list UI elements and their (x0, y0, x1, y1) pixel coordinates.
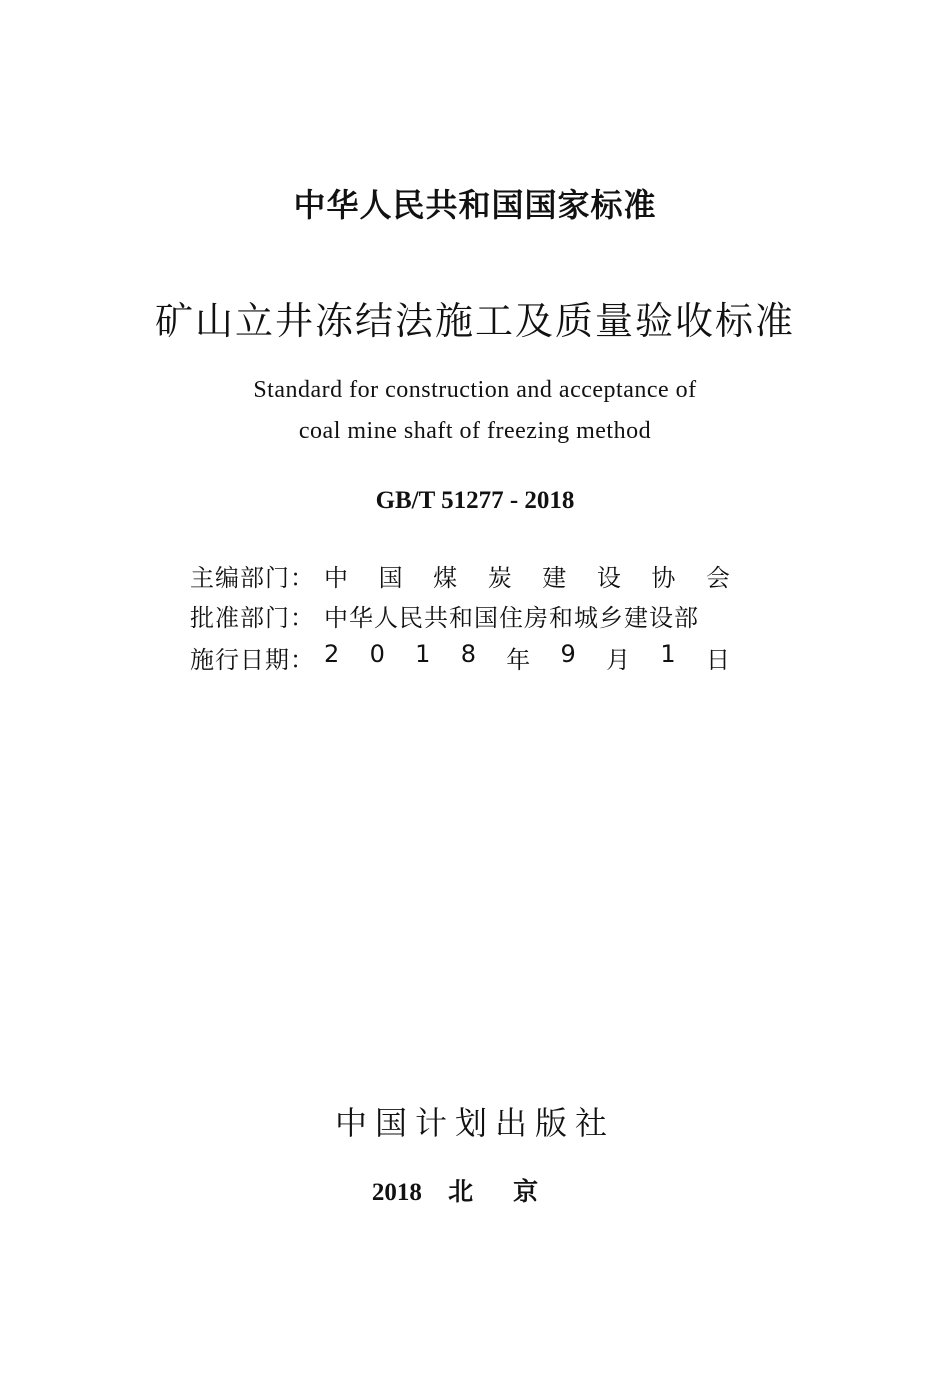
editor-value (324, 558, 730, 593)
editor-char: 建 (542, 564, 567, 592)
date-char: 1 (660, 640, 676, 668)
date-char: 9 (560, 640, 576, 668)
publication-year: 2018 (371, 1179, 422, 1206)
publication-place (0, 1172, 950, 1208)
editor-char: 煤 (433, 564, 458, 592)
chinese-title: 矿山立井冻结法施工及质量验收标准 (154, 299, 795, 343)
date-char: 日 (705, 646, 730, 674)
publication-city: 北京 (448, 1177, 579, 1206)
english-title-line-1: Standard for construction and acceptance of (253, 377, 697, 403)
date-char: 8 (460, 640, 476, 668)
date-char: 2 (324, 640, 340, 668)
english-title-line-2: coal mine shaft of freezing method (298, 418, 652, 444)
editor-row (190, 558, 730, 593)
approver-label: 批准部门： (190, 604, 315, 632)
date-char: 年 (506, 646, 531, 674)
editor-label: 主编部门： (190, 564, 315, 592)
editor-char: 会 (705, 564, 730, 592)
approver-value: 中华人民共和国住房和城乡建设部 (324, 604, 699, 632)
effective-date-row (190, 640, 730, 675)
standard-code: GB/T 51277 - 2018 (375, 487, 575, 514)
date-char: 0 (369, 640, 385, 668)
effective-date-value (324, 640, 730, 675)
editor-char: 设 (596, 564, 621, 592)
editor-char: 国 (378, 564, 403, 592)
national-standard-heading: 中华人民共和国国家标准 (293, 186, 657, 224)
effective-date-label: 施行日期： (190, 646, 315, 674)
date-char: 1 (415, 640, 431, 668)
editor-char: 协 (651, 564, 676, 592)
editor-char: 中 (324, 564, 348, 592)
publisher-name: 中国计划出版社 (334, 1104, 615, 1142)
editor-char: 炭 (487, 564, 512, 592)
date-char: 月 (606, 646, 631, 674)
approver-row (190, 598, 730, 633)
